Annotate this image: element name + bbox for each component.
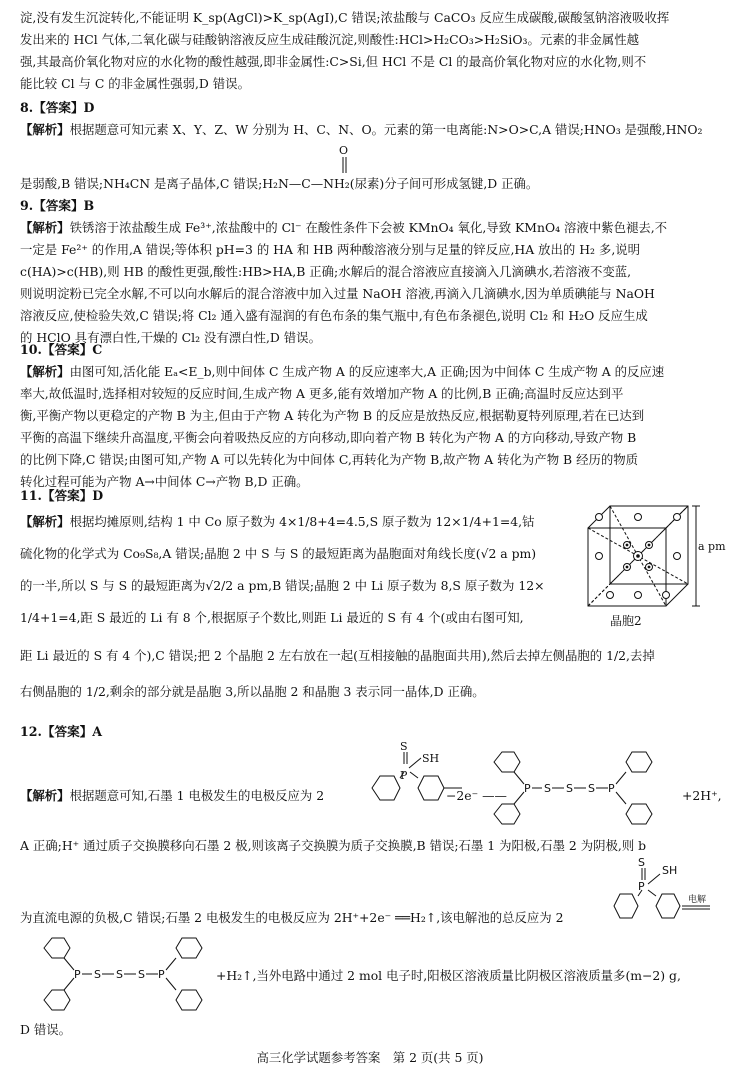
q12-number: 12. [20, 724, 42, 739]
q11-analysis-text: 根据均摊原则,结构 1 中 Co 原子数为 4×1/8+4=4.5,S 原子数为 12×1/4+1=4,钴 [69, 514, 535, 529]
q9-analysis-line: 溶液反应,使检验失效,C 错误;将 Cl₂ 通入盛有湿润的有色布条的集气瓶中,有色布条褪色,说明 Cl₂ 和 H₂O 反应生成 [20, 308, 648, 323]
q9-analysis-line: 一定是 Fe²⁺ 的作用,A 错误;等体积 pH=3 的 HA 和 HB 两种酸溶液分别与足量的锌反应,HA 放出的 H₂ 多,说明 [20, 242, 641, 257]
q8-analysis-line [20, 122, 720, 138]
svg-text:S: S [588, 782, 595, 795]
q7-text-line: 能比较 Cl 与 C 的非金属性强弱,D 错误。 [20, 76, 250, 91]
q11-analysis-line: 右侧晶胞的 1/2,剩余的部分就是晶胞 3,所以晶胞 2 和晶胞 3 表示同一晶体,D 正确。 [20, 684, 485, 699]
q9-analysis-line: 则说明淀粉已完全水解,不可以向水解后的混合溶液中加入过量 NaOH 溶液,再滴入几滴碘水,因为单质碘能与 NaOH [20, 286, 655, 301]
q11-analysis-label: 【解析】 [20, 514, 70, 529]
q12-analysis-line: A 正确;H⁺ 通过质子交换膜移向石墨 2 极,则该离子交换膜为质子交换膜,B 错误;石墨 1 为阳极,石墨 2 为阴极,则 b [20, 838, 647, 853]
sulfur-label: S [400, 740, 408, 753]
q12-analysis-text: 根据题意可知,石墨 1 电极发生的电极反应为 2 [69, 788, 325, 803]
electrolysis-label: 电解 [688, 895, 707, 905]
phosphorus-label: P [400, 769, 408, 782]
q10-analysis-line: 衡,平衡产物以更稳定的产物 B 为主,但由于产物 A 转化为产物 B 的反应是放热反应,根据勒夏特列原理,若在已达到 [20, 408, 645, 423]
q10-answer-value: C [92, 342, 103, 357]
q11-answer [20, 488, 103, 504]
q10-analysis-label: 【解析】 [20, 364, 70, 379]
svg-text:P: P [74, 968, 81, 981]
q8-number: 8. [20, 100, 34, 115]
q8-analysis-label: 【解析】 [20, 122, 70, 137]
urea-double-bond [340, 156, 350, 174]
q10-analysis-line [20, 364, 720, 380]
q12-analysis-line: D 错误。 [20, 1022, 72, 1037]
q12-equation-tail: +2H⁺, [682, 788, 722, 803]
svg-text:SH: SH [662, 864, 678, 877]
q12-answer-value: A [92, 724, 103, 739]
reactant-molecule-2 [612, 856, 712, 922]
q10-analysis-line: 率大,故低温时,选择相对较短的反应时间,生成产物 A 更多,能有效增加产物 A 的比例,B 正确;高温时反应达到平 [20, 386, 624, 401]
q9-analysis-text: 铁锈溶于浓盐酸生成 Fe³⁺,浓盐酸中的 Cl⁻ 在酸性条件下会被 KMnO₄ 氧化,导致 KMnO₄ 溶液中紫色褪去,不 [69, 220, 668, 235]
q9-analysis-label: 【解析】 [20, 220, 70, 235]
q12-answer [20, 724, 102, 740]
crystal-caption: 晶胞2 [610, 614, 642, 628]
q10-analysis-line: 平衡的高温下继续升高温度,平衡会向着吸热反应的方向移动,即向着产物 B 转化为产物 A 的方向移动,导致产物 B [20, 430, 637, 445]
q7-text-line: 发出来的 HCl 气体,二氧化碳与硅酸钠溶液反应生成硅酸沉淀,则酸性:HCl>H₂CO₃>H₂SiO₃。元素的非金属性越 [20, 32, 639, 47]
q11-answer-label: 【答案】 [41, 488, 93, 503]
q11-number: 11. [20, 488, 42, 503]
svg-text:S: S [544, 782, 551, 795]
q12-analysis-label: 【解析】 [20, 788, 70, 803]
q8-answer [20, 100, 94, 116]
sh-label: SH [422, 752, 440, 765]
svg-text:P: P [524, 782, 531, 795]
q8-analysis-line: 是弱酸,B 错误;NH₄CN 是离子晶体,C 错误;H₂N—C—NH₂(尿素)分子间可形成氢键,D 正确。 [20, 176, 539, 191]
q11-analysis-line: 1/4+1=4,距 S 最近的 Li 有 8 个,根据原子个数比,则距 Li 最近的 S 有 4 个(或由右图可知, [20, 610, 524, 625]
q11-analysis-line: 距 Li 最近的 S 有 4 个),C 错误;把 2 个晶胞 2 左右放在一起(互相接触的晶胞面共用),然后去掉左侧晶胞的 1/2,去掉 [20, 648, 655, 663]
svg-text:P: P [608, 782, 615, 795]
q9-analysis-line: c(HA)>c(HB),则 HB 的酸性更强,酸性:HB>HA,B 正确;水解后的混合溶液应直接滴入几滴碘水,若溶液不变蓝, [20, 264, 632, 279]
q8-analysis-text: 根据题意可知元素 X、Y、Z、W 分别为 H、C、N、O。元素的第一电离能:N>O>C,A 错误;HNO₃ 是强酸,HNO₂ [69, 122, 703, 137]
q12-analysis-line: 为直流电源的负极,C 错误;石墨 2 电极发生的电极反应为 2H⁺+2e⁻ ══H₂↑,该电解池的总反应为 2 [20, 910, 564, 925]
svg-text:P: P [158, 968, 165, 981]
q10-analysis-line: 转化过程可能为产物 A→中间体 C→产物 B,D 正确。 [20, 474, 309, 489]
q11-analysis-line [20, 514, 575, 530]
urea-oxygen-label: O [339, 144, 349, 157]
q12-analysis-line [20, 788, 365, 804]
q12-analysis-line: +H₂↑,当外电路中通过 2 mol 电子时,阳极区溶液质量比阴极区溶液质量多(m−2) g, [216, 968, 681, 983]
svg-text:P: P [638, 880, 645, 893]
q12-equation-arrow: −2e⁻ —— [446, 788, 507, 803]
crystal-cell-diagram [580, 500, 720, 610]
q12-answer-label: 【答案】 [41, 724, 93, 739]
svg-text:S: S [116, 968, 123, 981]
q10-answer-label: 【答案】 [41, 342, 93, 357]
product-molecule [486, 748, 682, 830]
q9-number: 9. [20, 198, 34, 213]
q11-answer-value: D [92, 488, 104, 503]
q10-answer [20, 342, 102, 358]
page-footer: 高三化学试题参考答案 第 2 页(共 5 页) [256, 1050, 484, 1065]
q7-text-line: 淀,没有发生沉淀转化,不能证明 K_sp(AgCl)>K_sp(AgI),C 错误;浓盐酸与 CaCO₃ 反应生成碳酸,碳酸氢钠溶液吸收挥 [20, 10, 670, 25]
q10-number: 10. [20, 342, 42, 357]
q10-analysis-line: 的比例下降,C 错误;由图可知,产物 A 可以先转化为中间体 C,再转化为产物 B,故产物 A 转化为产物 B 经历的物质 [20, 452, 639, 467]
q7-text-line: 强,其最高价氧化物对应的水化物的酸性越强,即非金属性:C>Si,但 HCl 不是 Cl 的最高价氧化物对应的水化物,则不 [20, 54, 647, 69]
svg-text:S: S [566, 782, 573, 795]
crystal-dimension-label: a pm [698, 540, 726, 553]
q9-answer-value: B [83, 198, 95, 213]
q8-answer-value: D [83, 100, 95, 115]
q9-analysis-line: 的 HClO 具有漂白性,干燥的 Cl₂ 没有漂白性,D 错误。 [20, 330, 321, 345]
q9-answer [20, 198, 94, 214]
q9-analysis-line [20, 220, 720, 236]
q11-analysis-line: 硫化物的化学式为 Co₉S₈,A 错误;晶胞 2 中 S 与 S 的最短距离为晶胞面对角线长度(√2 a pm) [20, 546, 537, 561]
q8-answer-label: 【答案】 [33, 100, 84, 115]
q9-answer-label: 【答案】 [33, 198, 84, 213]
svg-text:S: S [138, 968, 145, 981]
product-molecule-2 [36, 934, 224, 1016]
q10-analysis-text: 由图可知,活化能 Eₐ<E_b,则中间体 C 生成产物 A 的反应速率大,A 正确;因为中间体 C 生成产物 A 的反应速 [69, 364, 665, 379]
svg-text:S: S [638, 856, 645, 869]
svg-text:S: S [94, 968, 101, 981]
q11-analysis-line: 的一半,所以 S 与 S 的最短距离为√2/2 a pm,B 错误;晶胞 2 中 Li 原子数为 8,S 原子数为 12× [20, 578, 545, 593]
